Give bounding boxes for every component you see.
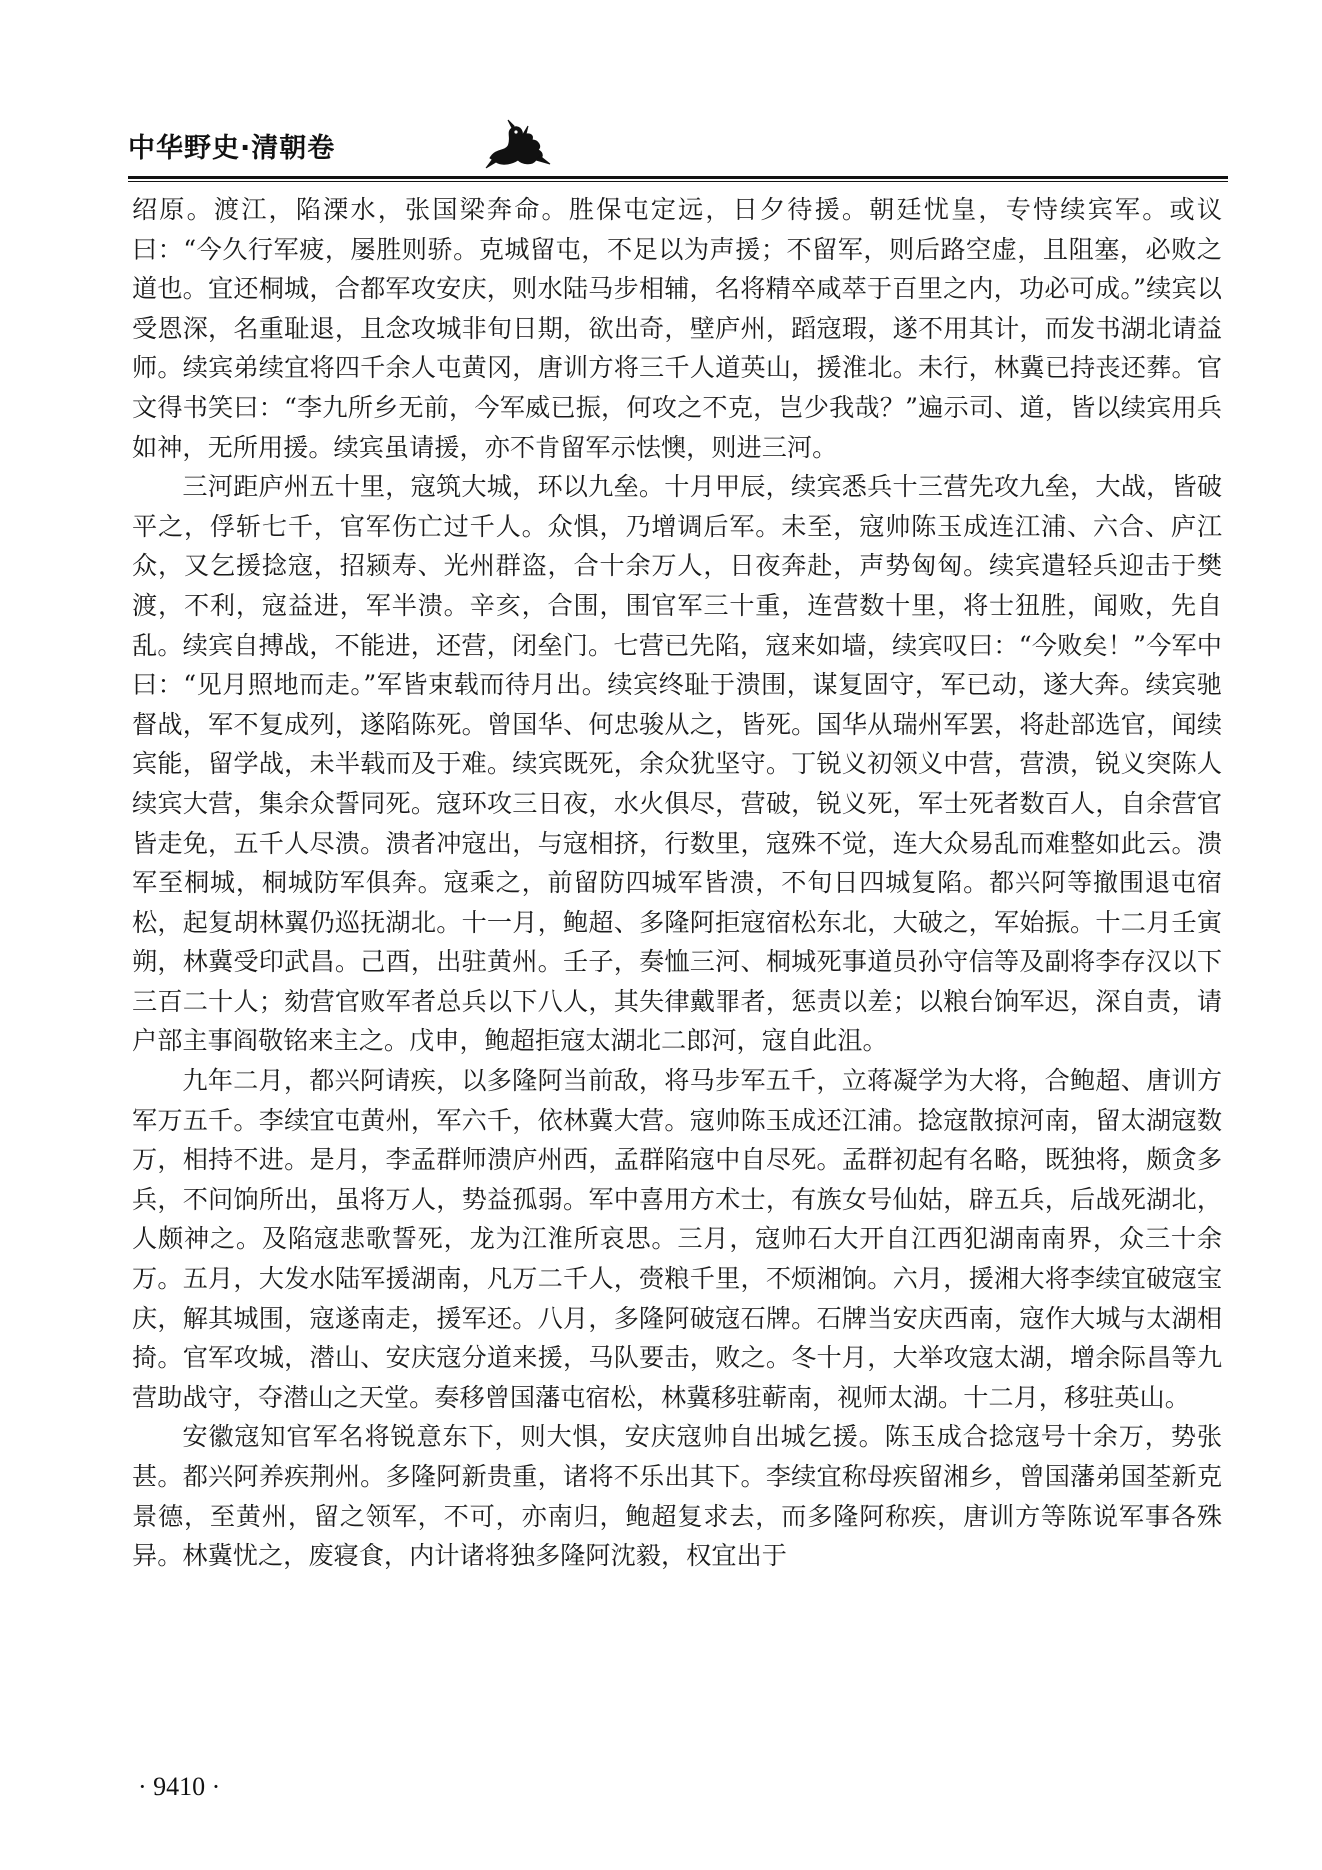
book-title: 中华野史·清朝卷 bbox=[128, 133, 336, 164]
paragraph: 九年二月，都兴阿请疾，以多隆阿当前敌，将马步军五千，立蒋凝学为大将，合鲍超、唐训方军万五千。李续宜屯黄州，军六千，依林冀大营。寇帅陈玉成还江浦。捻寇散掠河南，留太湖寇数万，相持不进。是月，李孟群师溃庐州西，孟群陷寇中自尽死。孟群初起有名略，既独将，颇贪多兵，不问饷所出，虽将万人，势益孤弱。军中喜用方术士，有族女号仙姑，辟五兵，后战死湖北，人颇神之。及陷寇悲歌誓死，龙为江淮所哀思。三月，寇帅石大开自江西犯湖南南界，众三十余万。五月，大发水陆军援湖南，凡万二千人，赍粮千里，不烦湘饷。六月，援湘大将李续宜破寇宝庆，解其城围，寇遂南走，援军还。八月，多隆阿破寇石牌。石牌当安庆西南，寇作大城与太湖相掎。官军攻城，潜山、安庆寇分道来援，马队要击，败之。冬十月，大举攻寇太湖，增余际昌等九营助战守，夺潜山之天堂。奏移曾国藩屯宿松，林冀移驻蕲南，视师太湖。十二月，移驻英山。 bbox=[132, 1066, 1222, 1412]
page-number: · 9410 · bbox=[138, 1772, 221, 1801]
paragraph: 安徽寇知官军名将锐意东下，则大惧，安庆寇帅自出城乞援。陈玉成合捻寇号十余万，势张甚。都兴阿养疾荆州。多隆阿新贵重，诸将不乐出其下。李续宜称母疾留湘乡，曾国藩弟国荃新克景德，至黄州，留之领军，不可，亦南归，鲍超复求去，而多隆阿称疾，唐训方等陈说军事各殊异。林冀忧之，废寝食，内计诸将独多隆阿沈毅，权宜出于 bbox=[132, 1422, 1222, 1571]
header-rule-thin bbox=[128, 181, 1228, 182]
body-text bbox=[132, 190, 1222, 1576]
paragraph: 绍原。渡江，陷溧水，张国梁奔命。胜保屯定远，日夕待援。朝廷忧皇，专恃续宾军。或议曰：“今久行军疲，屡胜则骄。克城留屯，不足以为声援；不留军，则后路空虚，且阻塞，必败之道也。宜还桐城，合都军攻安庆，则水陆马步相辅，名将精卒咸萃于百里之内，功必可成。”续宾以受恩深，名重耻退，且念攻城非旬日期，欲出奇，壁庐州，蹈寇瑕，遂不用其计，而发书湖北请益师。续宾弟续宜将四千余人屯黄冈，唐训方将三千人道英山，援淮北。未行，林冀已持丧还葬。官文得书笑曰：“李九所乡无前，今军威已振，何攻之不克，岂少我哉？”遍示司、道，皆以续宾用兵如神，无所用援。续宾虽请援，亦不肯留军示怯懊，则进三河。 bbox=[132, 195, 1222, 462]
running-header bbox=[128, 118, 1228, 178]
header-rule bbox=[128, 176, 1228, 179]
paragraph: 三河距庐州五十里，寇筑大城，环以九垒。十月甲辰，续宾悉兵十三营先攻九垒，大战，皆破平之，俘斩七千，官军伤亡过千人。众惧，乃增调后军。未至，寇帅陈玉成连江浦、六合、庐江众，又乞援捻寇，招颍寿、光州群盗，合十余万人，日夜奔赴，声势匈匈。续宾遣轻兵迎击于樊渡，不利，寇益进，军半溃。辛亥，合围，围官军三十重，连营数十里，将士狃胜，闻败，先自乱。续宾自搏战，不能进，还营，闭垒门。七营已先陷，寇来如墙，续宾叹曰：“今败矣！”今军中曰：“见月照地而走。”军皆束载而待月出。续宾终耻于溃围，谋复固守，军已动，遂大奔。续宾驰督战，军不复成列，遂陷陈死。曾国华、何忠骏从之，皆死。国华从瑞州军罢，将赴部选官，闻续宾能，留学战，未半载而及于难。续宾既死，余众犹坚守。丁锐义初领义中营，营溃，锐义突陈人续宾大营，集余众誓同死。寇环攻三日夜，水火俱尽，营破，锐义死，军士死者数百人，自余营官皆走免，五千人尽溃。溃者冲寇出，与寇相挤，行数里，寇殊不觉，连大众易乱而难整如此云。溃军至桐城，桐城防军俱奔。寇乘之，前留防四城军皆溃，不旬日四城复陷。都兴阿等撤围退屯宿松，起复胡林翼仍巡抚湖北。十一月，鲍超、多隆阿拒寇宿松东北，大破之，军始振。十二月壬寅朔，林冀受印武昌。己酉，出驻黄州。壬子，奏恤三河、桐城死事道员孙守信等及副将李存汉以下三百二十人；劾营官败军者总兵以下八人，其失律戴罪者，惩责以差；以粮台饷军迟，深自责，请户部主事阎敬铭来主之。戊申，鲍超拒寇太湖北二郎河，寇自此沮。 bbox=[132, 472, 1222, 1056]
dragon-emblem-icon bbox=[482, 118, 558, 172]
